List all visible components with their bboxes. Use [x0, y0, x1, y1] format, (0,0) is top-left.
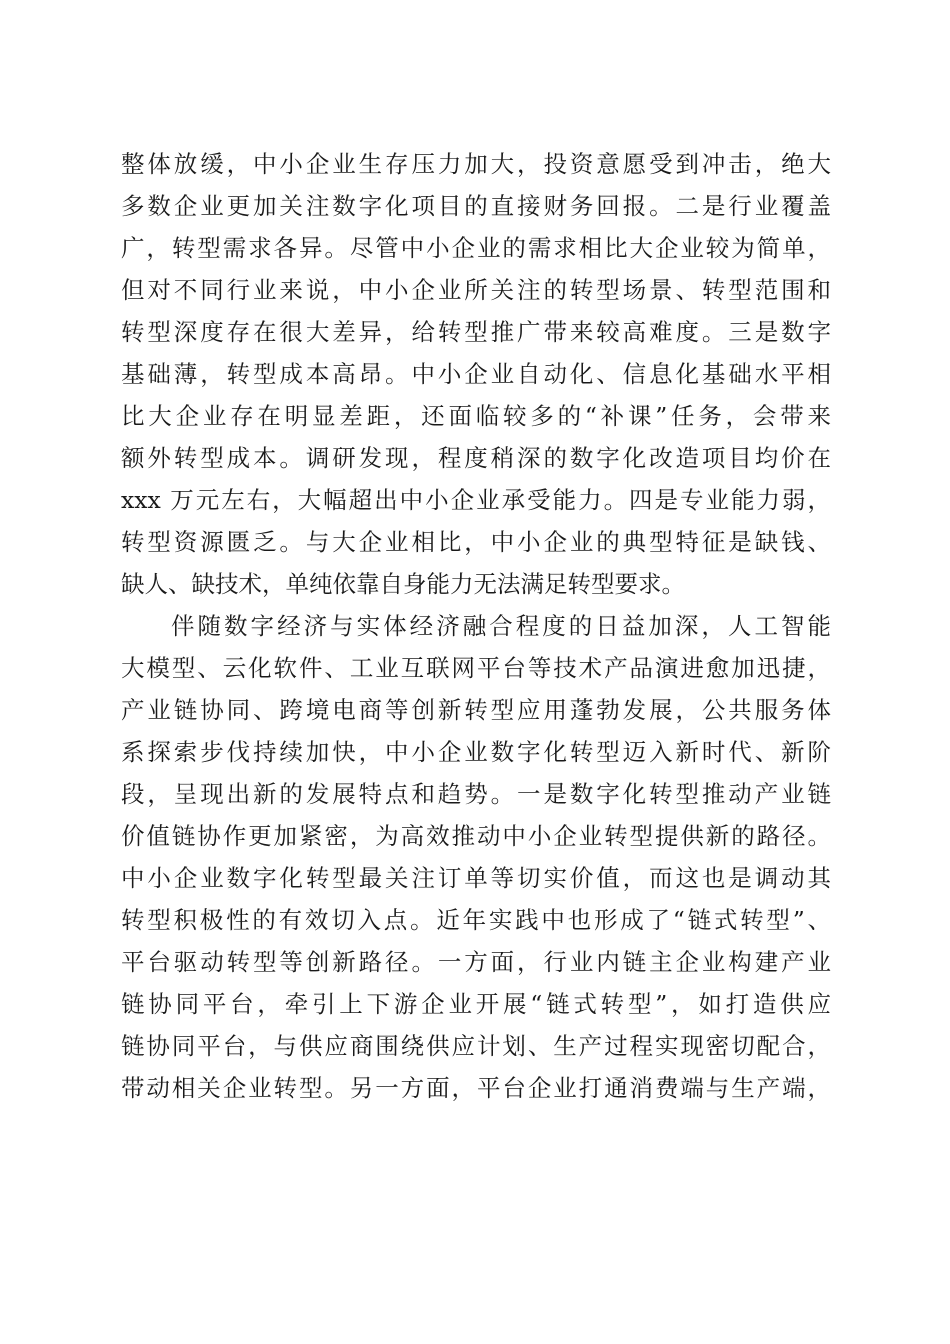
paragraph-1-line-5: 转型深度存在很大差异，给转型推广带来较高难度。三是数字	[121, 318, 831, 346]
paragraph-2-line-4: 系探索步伐持续加快，中小企业数字化转型迈入新时代、新阶	[121, 738, 831, 766]
paragraph-1-line-8: 额外转型成本。调研发现，程度稍深的数字化改造项目均价在	[121, 444, 831, 472]
paragraph-2-line-9: 平台驱动转型等创新路径。一方面，行业内链主企业构建产业	[121, 948, 831, 976]
paragraph-1-line-9: xxx 万元左右，大幅超出中小企业承受能力。四是专业能力弱，	[121, 486, 831, 514]
paragraph-1-line-3: 广，转型需求各异。尽管中小企业的需求相比大企业较为简单，	[121, 234, 831, 262]
paragraph-2-line-12: 带动相关企业转型。另一方面，平台企业打通消费端与生产端，	[121, 1074, 831, 1102]
paragraph-1-line-11: 缺人、缺技术，单纯依靠自身能力无法满足转型要求。	[121, 570, 685, 598]
paragraph-1-line-7: 比大企业存在明显差距，还面临较多的“补课”任务，会带来	[121, 402, 831, 430]
paragraph-2-line-3: 产业链协同、跨境电商等创新转型应用蓬勃发展，公共服务体	[121, 696, 831, 724]
paragraph-2-line-1: 伴随数字经济与实体经济融合程度的日益加深，人工智能	[171, 612, 831, 640]
paragraph-2-line-11: 链协同平台，与供应商围绕供应计划、生产过程实现密切配合，	[121, 1032, 831, 1060]
paragraph-1-line-10: 转型资源匮乏。与大企业相比，中小企业的典型特征是缺钱、	[121, 528, 831, 556]
paragraph-1-line-4: 但对不同行业来说，中小企业所关注的转型场景、转型范围和	[121, 276, 831, 304]
paragraph-1-line-6: 基础薄，转型成本高昂。中小企业自动化、信息化基础水平相	[121, 360, 831, 388]
paragraph-2-line-8: 转型积极性的有效切入点。近年实践中也形成了“链式转型”、	[121, 906, 831, 934]
paragraph-2-line-10: 链协同平台，牵引上下游企业开展“链式转型”，如打造供应	[121, 990, 831, 1018]
paragraph-2-line-5: 段，呈现出新的发展特点和趋势。一是数字化转型推动产业链	[121, 780, 831, 808]
paragraph-1-line-1: 整体放缓，中小企业生存压力加大，投资意愿受到冲击，绝大	[121, 150, 831, 178]
paragraph-1-line-2: 多数企业更加关注数字化项目的直接财务回报。二是行业覆盖	[121, 192, 831, 220]
paragraph-2-line-7: 中小企业数字化转型最关注订单等切实价值，而这也是调动其	[121, 864, 831, 892]
paragraph-2-line-6: 价值链协作更加紧密，为高效推动中小企业转型提供新的路径。	[121, 822, 831, 850]
paragraph-2-line-2: 大模型、云化软件、工业互联网平台等技术产品演进愈加迅捷，	[121, 654, 831, 682]
